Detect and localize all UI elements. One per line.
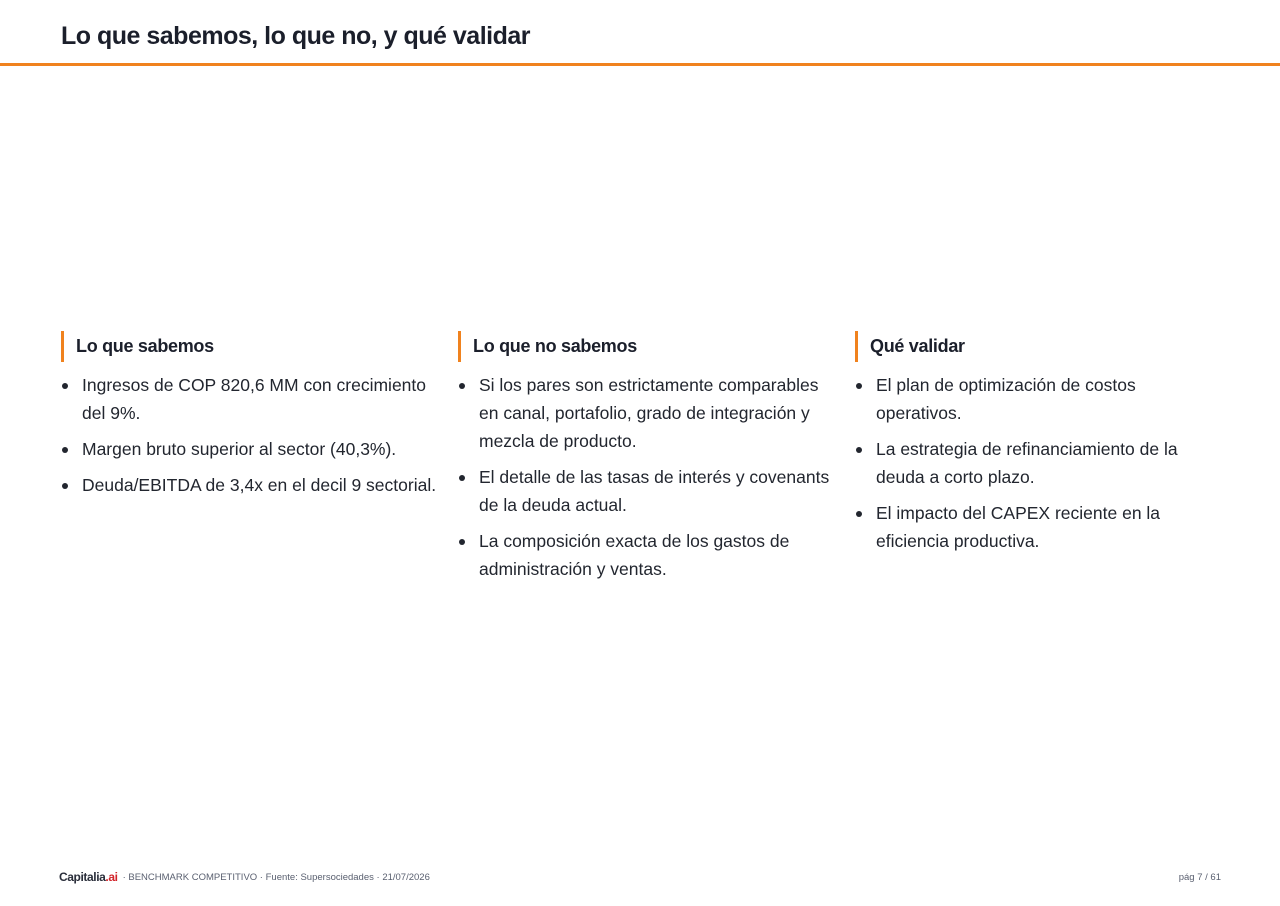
list-item-text: El plan de optimización de costos operativos.	[876, 375, 1136, 423]
column-heading: Qué validar	[855, 331, 1221, 362]
list-item-text: El impacto del CAPEX reciente en la eficiencia productiva.	[876, 503, 1161, 551]
bullet-list	[855, 371, 1221, 555]
list-item	[458, 463, 855, 519]
logo-accent-text: .ai	[105, 870, 118, 884]
bullet-icon	[459, 383, 465, 389]
list-item	[61, 471, 458, 499]
footer-source	[59, 870, 430, 884]
page-number: pág 7 / 61	[1178, 871, 1221, 883]
bullet-list	[458, 371, 855, 583]
bullet-icon	[459, 475, 465, 481]
brand-logo	[59, 870, 118, 884]
page-header	[0, 0, 1280, 66]
list-item-text: La composición exacta de los gastos de administración y ventas.	[479, 531, 790, 579]
logo-text: Capitalia	[59, 870, 106, 884]
list-item-text: Ingresos de COP 820,6 MM con crecimiento del 9%.	[82, 375, 427, 423]
list-item	[458, 371, 855, 455]
list-item-text: La estrategia de refinanciamiento de la deuda a corto plazo.	[876, 439, 1178, 487]
bullet-icon	[856, 447, 862, 453]
page-title: Lo que sabemos, lo que no, y qué validar	[61, 22, 530, 50]
column-known	[61, 331, 458, 591]
list-item-text: Si los pares son estrictamente comparables en canal, portafolio, grado de integración y mezcla de producto.	[479, 375, 819, 451]
bullet-icon	[459, 539, 465, 545]
list-item-text: El detalle de las tasas de interés y covenants de la deuda actual.	[479, 467, 830, 515]
list-item	[61, 435, 458, 463]
column-heading: Lo que no sabemos	[458, 331, 855, 362]
bullet-icon	[856, 511, 862, 517]
list-item-text: Deuda/EBITDA de 3,4x en el decil 9 sectorial.	[82, 475, 437, 495]
list-item-text: Margen bruto superior al sector (40,3%).	[82, 439, 397, 459]
bullet-icon	[856, 383, 862, 389]
bullet-icon	[62, 447, 68, 453]
list-item	[855, 499, 1221, 555]
page-footer	[59, 866, 1221, 888]
content-columns	[61, 331, 1221, 591]
list-item	[855, 435, 1221, 491]
list-item	[61, 371, 458, 427]
column-unknown	[458, 331, 855, 591]
list-item	[855, 371, 1221, 427]
bullet-icon	[62, 483, 68, 489]
column-validate	[855, 331, 1221, 591]
footer-meta: · BENCHMARK COMPETITIVO · Fuente: Supersociedades · 21/07/2026	[122, 871, 430, 883]
list-item	[458, 527, 855, 583]
bullet-icon	[62, 383, 68, 389]
bullet-list	[61, 371, 458, 499]
column-heading: Lo que sabemos	[61, 331, 458, 362]
